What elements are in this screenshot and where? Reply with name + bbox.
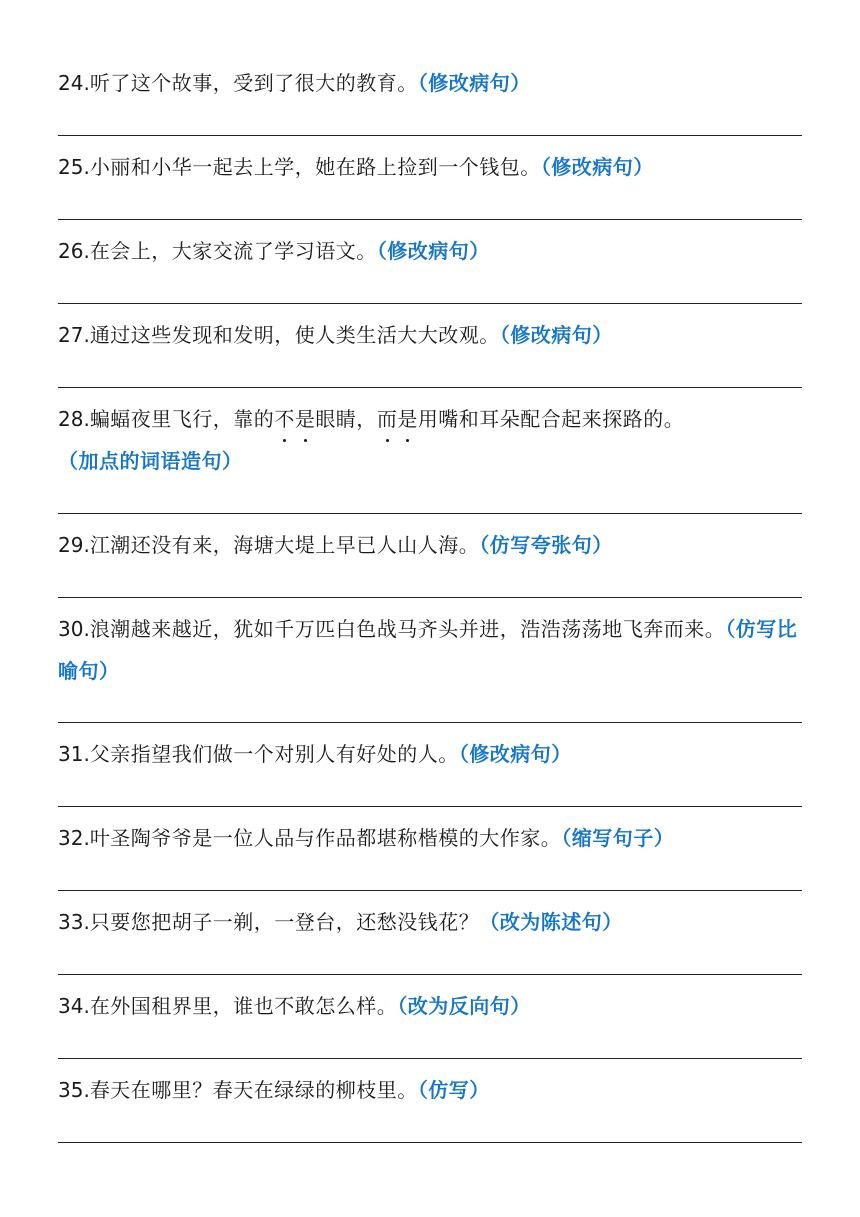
- question-text: 只要您把胡子一剃，一登台，还愁没钱花？: [89, 910, 480, 934]
- question-text: 听了这个故事，受到了很大的教育。: [89, 71, 418, 95]
- answer-line-29[interactable]: [58, 597, 802, 598]
- task-label: （仿写夸张句）: [479, 533, 613, 557]
- question-27: [58, 314, 802, 356]
- question-28-task-line: [58, 440, 802, 482]
- question-text-part: 眼睛，: [315, 407, 377, 431]
- task-label: （修改病句）: [458, 742, 572, 766]
- dotted-char: 是: [295, 398, 316, 440]
- task-label: （改为陈述句）: [479, 910, 623, 934]
- question-32: [58, 817, 802, 859]
- question-34: [58, 985, 802, 1027]
- question-number: 32.: [58, 826, 90, 850]
- question-number: 33.: [58, 910, 90, 934]
- question-text: 春天在哪里？春天在绿绿的柳枝里。: [89, 1078, 418, 1102]
- task-label: （修改病句）: [376, 239, 490, 263]
- question-number: 35.: [58, 1078, 90, 1102]
- answer-line-26[interactable]: [58, 303, 802, 304]
- question-number: 30.: [58, 617, 90, 641]
- task-label: （缩写句子）: [561, 826, 675, 850]
- task-label: （加点的词语造句）: [58, 449, 243, 473]
- answer-line-28[interactable]: [58, 513, 802, 514]
- question-text: 父亲指望我们做一个对别人有好处的人。: [89, 742, 459, 766]
- answer-line-24[interactable]: [58, 135, 802, 136]
- question-24: [58, 62, 802, 104]
- question-29: [58, 524, 802, 566]
- dotted-char: 而: [377, 398, 398, 440]
- answer-line-35[interactable]: [58, 1142, 802, 1143]
- answer-line-32[interactable]: [58, 890, 802, 891]
- question-28: [58, 398, 802, 440]
- question-number: 29.: [58, 533, 90, 557]
- question-text: 江潮还没有来，海塘大堤上早已人山人海。: [89, 533, 480, 557]
- answer-line-33[interactable]: [58, 974, 802, 975]
- question-text: 通过这些发现和发明，使人类生活大大改观。: [89, 323, 500, 347]
- answer-line-27[interactable]: [58, 387, 802, 388]
- task-label: （修改病句）: [499, 323, 613, 347]
- question-number: 26.: [58, 239, 90, 263]
- question-number: 31.: [58, 742, 90, 766]
- question-number: 28.: [58, 407, 90, 431]
- question-35: [58, 1069, 802, 1111]
- answer-line-34[interactable]: [58, 1058, 802, 1059]
- question-text-part: 蝙蝠夜里飞行，靠的: [89, 407, 275, 431]
- question-text: 叶圣陶爷爷是一位人品与作品都堪称楷模的大作家。: [89, 826, 562, 850]
- question-text: 在会上，大家交流了学习语文。: [89, 239, 377, 263]
- answer-line-25[interactable]: [58, 219, 802, 220]
- question-number: 34.: [58, 994, 90, 1018]
- question-number: 24.: [58, 71, 90, 95]
- task-label: （修改病句）: [417, 71, 531, 95]
- answer-line-30[interactable]: [58, 722, 802, 723]
- question-30: [58, 608, 802, 692]
- question-text: 浪潮越来越近，犹如千万匹白色战马齐头并进，浩浩荡荡地飞奔而来。: [89, 617, 726, 641]
- dotted-char: 是: [397, 398, 418, 440]
- task-label: （修改病句）: [540, 155, 654, 179]
- question-text-part: 用嘴和耳朵配合起来探路的。: [417, 407, 685, 431]
- question-26: [58, 230, 802, 272]
- question-number: 27.: [58, 323, 90, 347]
- question-31: [58, 733, 802, 775]
- answer-line-31[interactable]: [58, 806, 802, 807]
- task-label: （改为反向句）: [397, 994, 531, 1018]
- question-33: [58, 901, 802, 943]
- task-label: （仿写比喻句）: [58, 617, 798, 683]
- dotted-char: 不: [274, 398, 295, 440]
- task-label: （仿写）: [417, 1078, 490, 1102]
- question-text: 小丽和小华一起去上学，她在路上捡到一个钱包。: [89, 155, 541, 179]
- question-text: 在外国租界里，谁也不敢怎么样。: [89, 994, 398, 1018]
- question-25: [58, 146, 802, 188]
- question-number: 25.: [58, 155, 90, 179]
